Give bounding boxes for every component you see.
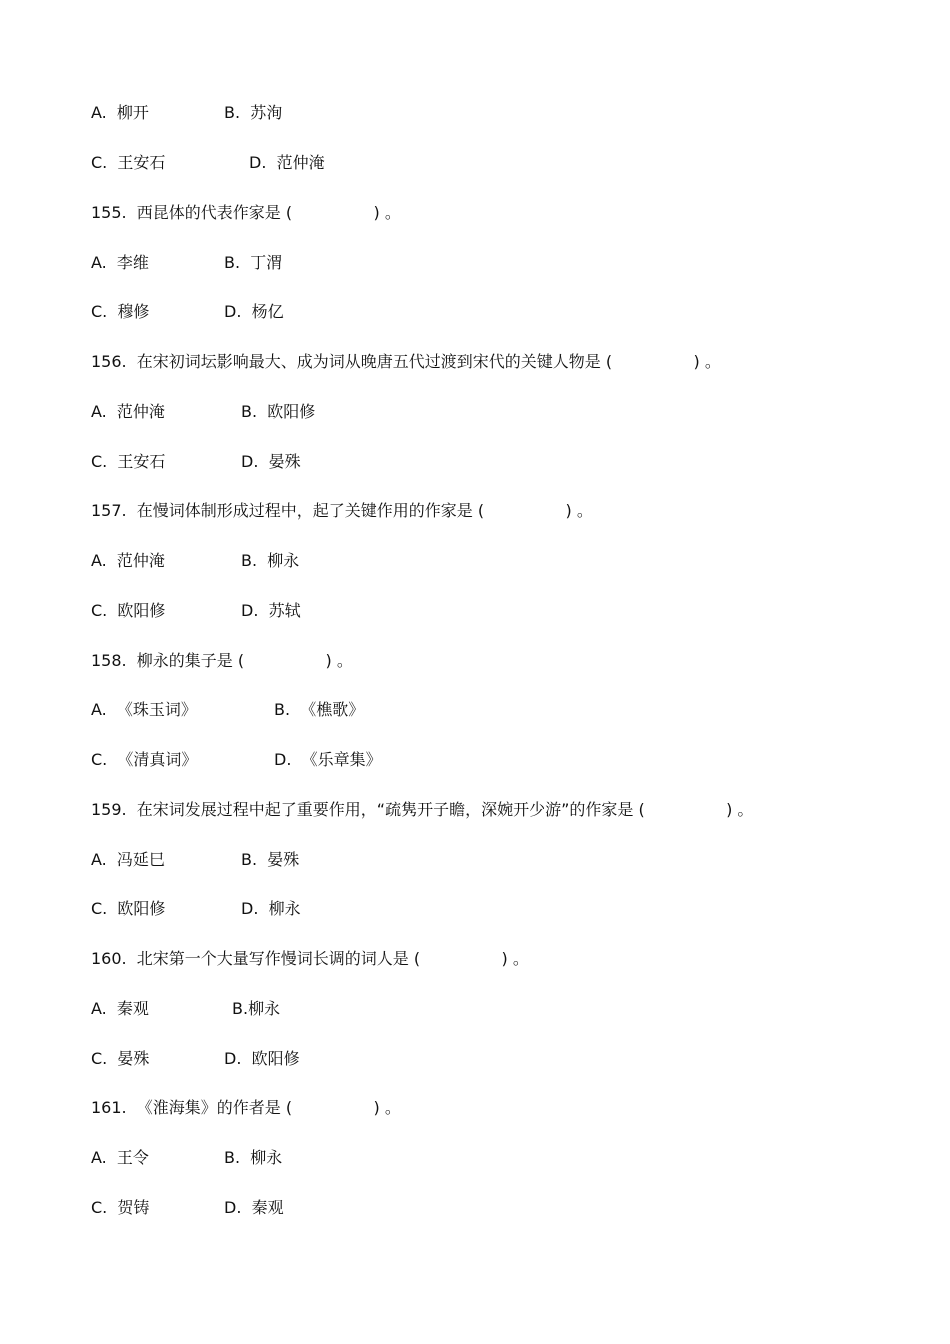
option-line (91, 599, 301, 623)
option-a: A. 范仲淹 (91, 551, 165, 570)
option-a: C. 王安石 (91, 153, 166, 172)
option-b: D. 《乐章集》 (274, 750, 382, 769)
option-line (91, 400, 316, 424)
option-line (91, 1196, 284, 1220)
option-line (91, 748, 382, 772)
question-155: 155. 西昆体的代表作家是 ( ) 。 (91, 203, 401, 222)
option-a: C. 穆修 (91, 302, 150, 321)
option-line (91, 151, 325, 175)
question-157: 157. 在慢词体制形成过程中，起了关键作用的作家是 ( ) 。 (91, 501, 593, 520)
option-a: C. 贺铸 (91, 1198, 150, 1217)
option-line (91, 549, 300, 573)
option-a: C. 晏殊 (91, 1049, 150, 1068)
question-159: 159. 在宋词发展过程中起了重要作用，“疏隽开子瞻，深婉开少游”的作家是 ( ) 。 (91, 800, 754, 819)
option-b: D. 苏轼 (241, 601, 301, 620)
option-a: A. 秦观 (91, 999, 149, 1018)
question-158: 158. 柳永的集子是 ( ) 。 (91, 651, 353, 670)
option-a: A. 冯延巳 (91, 850, 165, 869)
option-b: B. 《樵歌》 (274, 700, 365, 719)
option-a: C. 欧阳修 (91, 899, 166, 918)
option-b: B. 柳永 (241, 551, 300, 570)
question-160: 160. 北宋第一个大量写作慢词长调的词人是 ( ) 。 (91, 949, 529, 968)
option-a: A. 王令 (91, 1148, 149, 1167)
option-a: A. 范仲淹 (91, 402, 165, 421)
option-b: B. 柳永 (224, 1148, 283, 1167)
option-line (91, 1047, 300, 1071)
option-b: B.柳永 (232, 999, 281, 1018)
option-line (91, 848, 300, 872)
option-b: D. 晏殊 (241, 452, 301, 471)
option-b: D. 杨亿 (224, 302, 284, 321)
option-b: D. 范仲淹 (249, 153, 325, 172)
option-line (91, 997, 281, 1021)
option-line (91, 698, 365, 722)
question-156: 156. 在宋初词坛影响最大、成为词从晚唐五代过渡到宋代的关键人物是 ( ) 。 (91, 352, 721, 371)
option-a: C. 王安石 (91, 452, 166, 471)
option-line (91, 101, 283, 125)
option-b: B. 晏殊 (241, 850, 300, 869)
option-b: D. 欧阳修 (224, 1049, 300, 1068)
option-b: D. 柳永 (241, 899, 301, 918)
option-line (91, 897, 301, 921)
option-b: D. 秦观 (224, 1198, 284, 1217)
option-a: C. 欧阳修 (91, 601, 166, 620)
option-a: C. 《清真词》 (91, 750, 198, 769)
option-b: B. 丁渭 (224, 253, 283, 272)
option-line (91, 1146, 283, 1170)
option-line (91, 300, 284, 324)
question-161: 161. 《淮海集》的作者是 ( ) 。 (91, 1098, 401, 1117)
option-b: B. 欧阳修 (241, 402, 316, 421)
option-a: A. 柳开 (91, 103, 149, 122)
option-a: A. 李维 (91, 253, 149, 272)
option-line (91, 251, 283, 275)
option-a: A. 《珠玉词》 (91, 700, 197, 719)
option-line (91, 450, 301, 474)
option-b: B. 苏洵 (224, 103, 283, 122)
